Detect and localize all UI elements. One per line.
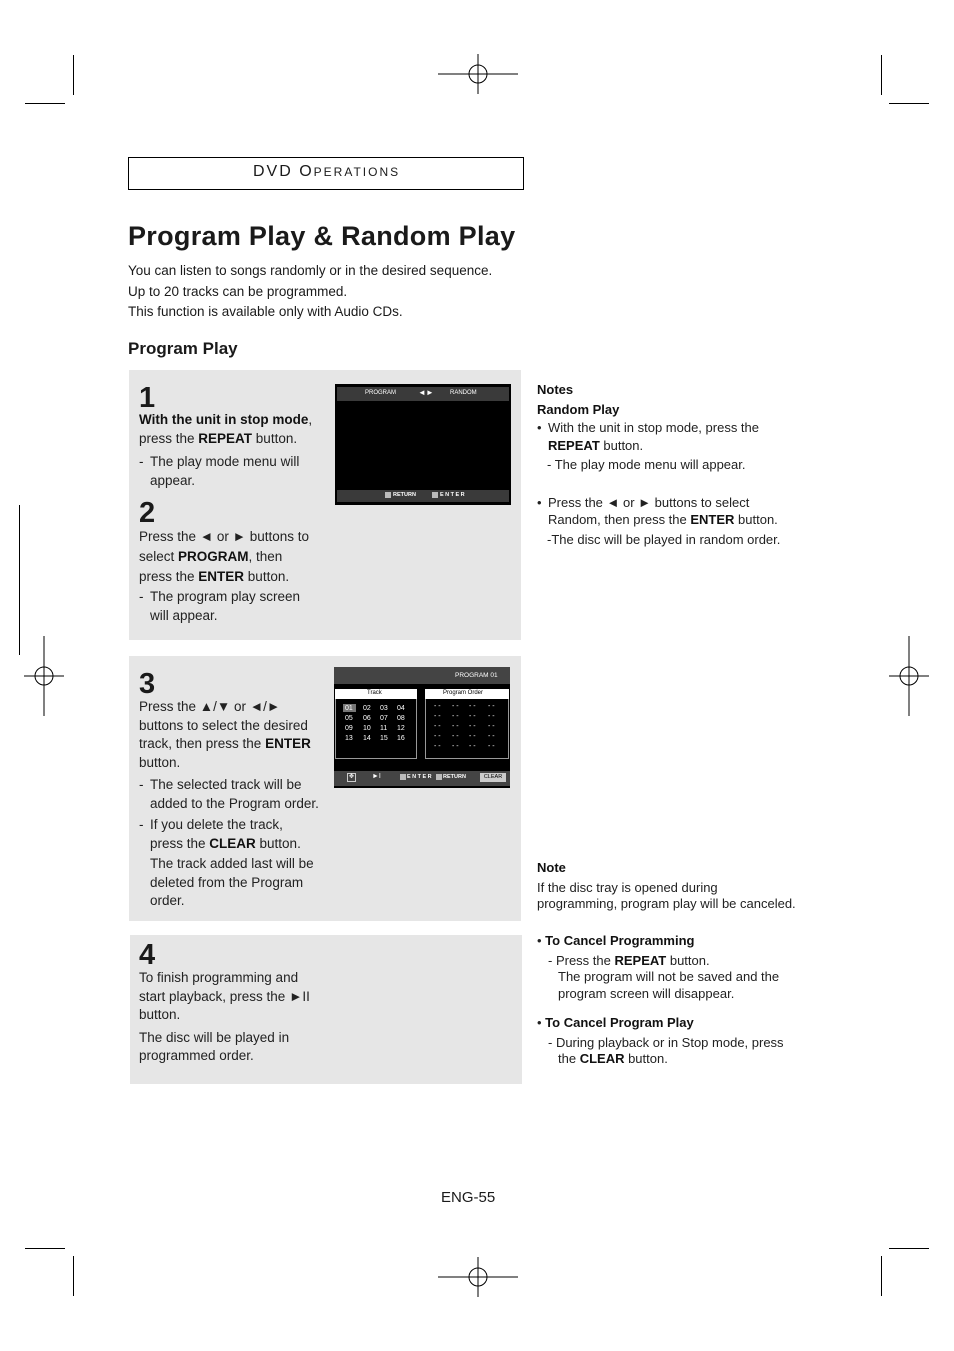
track-cell: 10 — [363, 725, 371, 732]
enter-icon — [432, 492, 438, 498]
step4-text: To finish programming and start playback, press the ►II button. The disc will be played in programmed order. — [139, 970, 310, 1063]
track-panel — [335, 689, 417, 759]
screen-bottom-bar — [337, 490, 509, 502]
program-order-slot: - - — [434, 723, 441, 730]
play-mode-menu-screen — [335, 384, 511, 505]
step2-dash: - — [139, 589, 144, 604]
step2-text: Press the ◄ or ► buttons to select PROGRAM, then press the ENTER button. — [139, 529, 310, 584]
return-label: RETURN — [393, 492, 416, 498]
step-number: 4 — [139, 939, 156, 971]
track-cell: 04 — [397, 705, 405, 712]
program-order-slot: - - — [452, 713, 459, 720]
track-cell: 16 — [397, 735, 405, 742]
step3-dash: - — [139, 817, 144, 832]
play-pause-icon: ►I — [372, 773, 381, 780]
program-order-slot: - - — [434, 713, 441, 720]
program-order-slot: - - — [452, 733, 459, 740]
intro-line: You can listen to songs randomly or in the desired sequence. — [128, 263, 493, 278]
program-screen — [334, 667, 510, 788]
track-cell: 13 — [345, 735, 353, 742]
enter-label: ENTER — [407, 774, 434, 780]
step1-text: With the unit in stop mode, press the REPEAT button. — [139, 412, 313, 446]
random-play-heading: Random Play — [537, 401, 620, 417]
step3-dash: - — [139, 777, 144, 792]
step3-text: Press the ▲/▼ or ◄/► buttons to select the desired track, then press the ENTER button. — [139, 699, 311, 770]
clear-button-label: CLEAR — [480, 773, 506, 782]
track-cell: 11 — [380, 725, 388, 732]
program-order-slot: - - — [488, 703, 495, 710]
track-cell: 15 — [380, 735, 388, 742]
program-order-slot: - - — [469, 713, 476, 720]
section-header-label: DVD OPERATIONS — [253, 163, 401, 180]
track-cell: 03 — [380, 705, 388, 712]
crop-mark — [25, 1248, 65, 1249]
program-order-slot: - - — [469, 703, 476, 710]
track-cell: 06 — [363, 715, 371, 722]
track-cell: 07 — [380, 715, 388, 722]
track-cell: 02 — [363, 705, 371, 712]
program-label: PROGRAM — [365, 390, 397, 396]
notes-random-play: Notes Random Play • With the unit in stop mode, press the REPEAT button. - The play mode menu will appear. • Press the ◄ or ► buttons to select Random, then press the ENTER button. -The disc will be played in random order. — [537, 382, 781, 547]
notes-heading: Notes — [537, 382, 574, 397]
registration-mark-icon — [24, 636, 64, 716]
program-order-slot: - - — [434, 733, 441, 740]
program-order-slot: - - — [488, 713, 495, 720]
intro-line: Up to 20 tracks can be programmed. — [128, 283, 348, 299]
crop-mark — [889, 1248, 929, 1249]
enter-icon — [400, 774, 406, 780]
program-order-slot: - - — [452, 743, 459, 750]
program-order-slot: - - — [469, 733, 476, 740]
intro-text — [128, 261, 492, 323]
crop-mark — [73, 1256, 74, 1296]
track-cell: 05 — [345, 715, 353, 722]
crop-mark — [881, 55, 882, 95]
crop-mark — [19, 505, 20, 655]
step-number: 1 — [139, 382, 156, 414]
page-number: ENG-55 — [441, 1189, 496, 1206]
track-cell: 14 — [363, 735, 371, 742]
subheading: Program Play — [128, 339, 238, 358]
return-icon — [436, 774, 442, 780]
note-disc-tray: Note If the disc tray is opened during programming, program play will be canceled. — [537, 860, 796, 911]
registration-mark-icon — [889, 636, 929, 716]
return-label: RETURN — [443, 774, 466, 780]
step-number: 3 — [139, 668, 156, 700]
program-header: PROGRAM 01 — [455, 672, 498, 679]
crop-mark — [881, 1256, 882, 1296]
crop-mark — [25, 103, 65, 104]
random-label: RANDOM — [450, 390, 477, 396]
track-cell: 08 — [397, 715, 405, 722]
step1-dash: - — [139, 454, 144, 469]
step3-dash2-text: If you delete the track, press the CLEAR button. The track added last will be deleted from the Program order. — [150, 817, 314, 908]
crop-mark — [73, 55, 74, 95]
track-title: Track — [367, 690, 382, 696]
program-order-slot: - - — [469, 743, 476, 750]
program-order-slot: - - — [469, 723, 476, 730]
navigate-icon: ✥ — [348, 774, 355, 780]
cancel-programming-notes: • To Cancel Programming - Press the REPEAT button. The program will not be saved and the program screen will disappear. • To Cancel Program Play - During playback or in Stop mode, press the CLEAR button. — [537, 933, 784, 1066]
registration-mark-icon — [438, 1257, 518, 1297]
program-order-slot: - - — [452, 723, 459, 730]
step3-dash1-text: The selected track will be added to the Program order. — [150, 777, 319, 811]
left-right-arrows-icon: ◄► — [418, 388, 434, 397]
page-title: Program Play & Random Play — [128, 221, 516, 251]
return-icon — [385, 492, 391, 498]
track-cell: 09 — [345, 725, 353, 732]
enter-label: ENTER — [440, 492, 467, 498]
track-cell: 01 — [345, 705, 353, 712]
program-order-slot: - - — [488, 723, 495, 730]
step1-dash-text: The play mode menu will appear. — [150, 454, 300, 488]
program-order-slot: - - — [434, 743, 441, 750]
order-title: Program Order — [443, 690, 484, 696]
program-order-slot: - - — [488, 733, 495, 740]
program-order-slot: - - — [452, 703, 459, 710]
step-number: 2 — [139, 497, 156, 529]
crop-mark — [889, 103, 929, 104]
program-order-slot: - - — [488, 743, 495, 750]
program-order-slot: - - — [434, 703, 441, 710]
registration-mark-icon — [438, 54, 518, 94]
intro-line: This function is available only with Audio CDs. — [128, 304, 403, 319]
step2-dash-text: The program play screen will appear. — [150, 589, 301, 623]
track-cell: 12 — [397, 725, 405, 732]
